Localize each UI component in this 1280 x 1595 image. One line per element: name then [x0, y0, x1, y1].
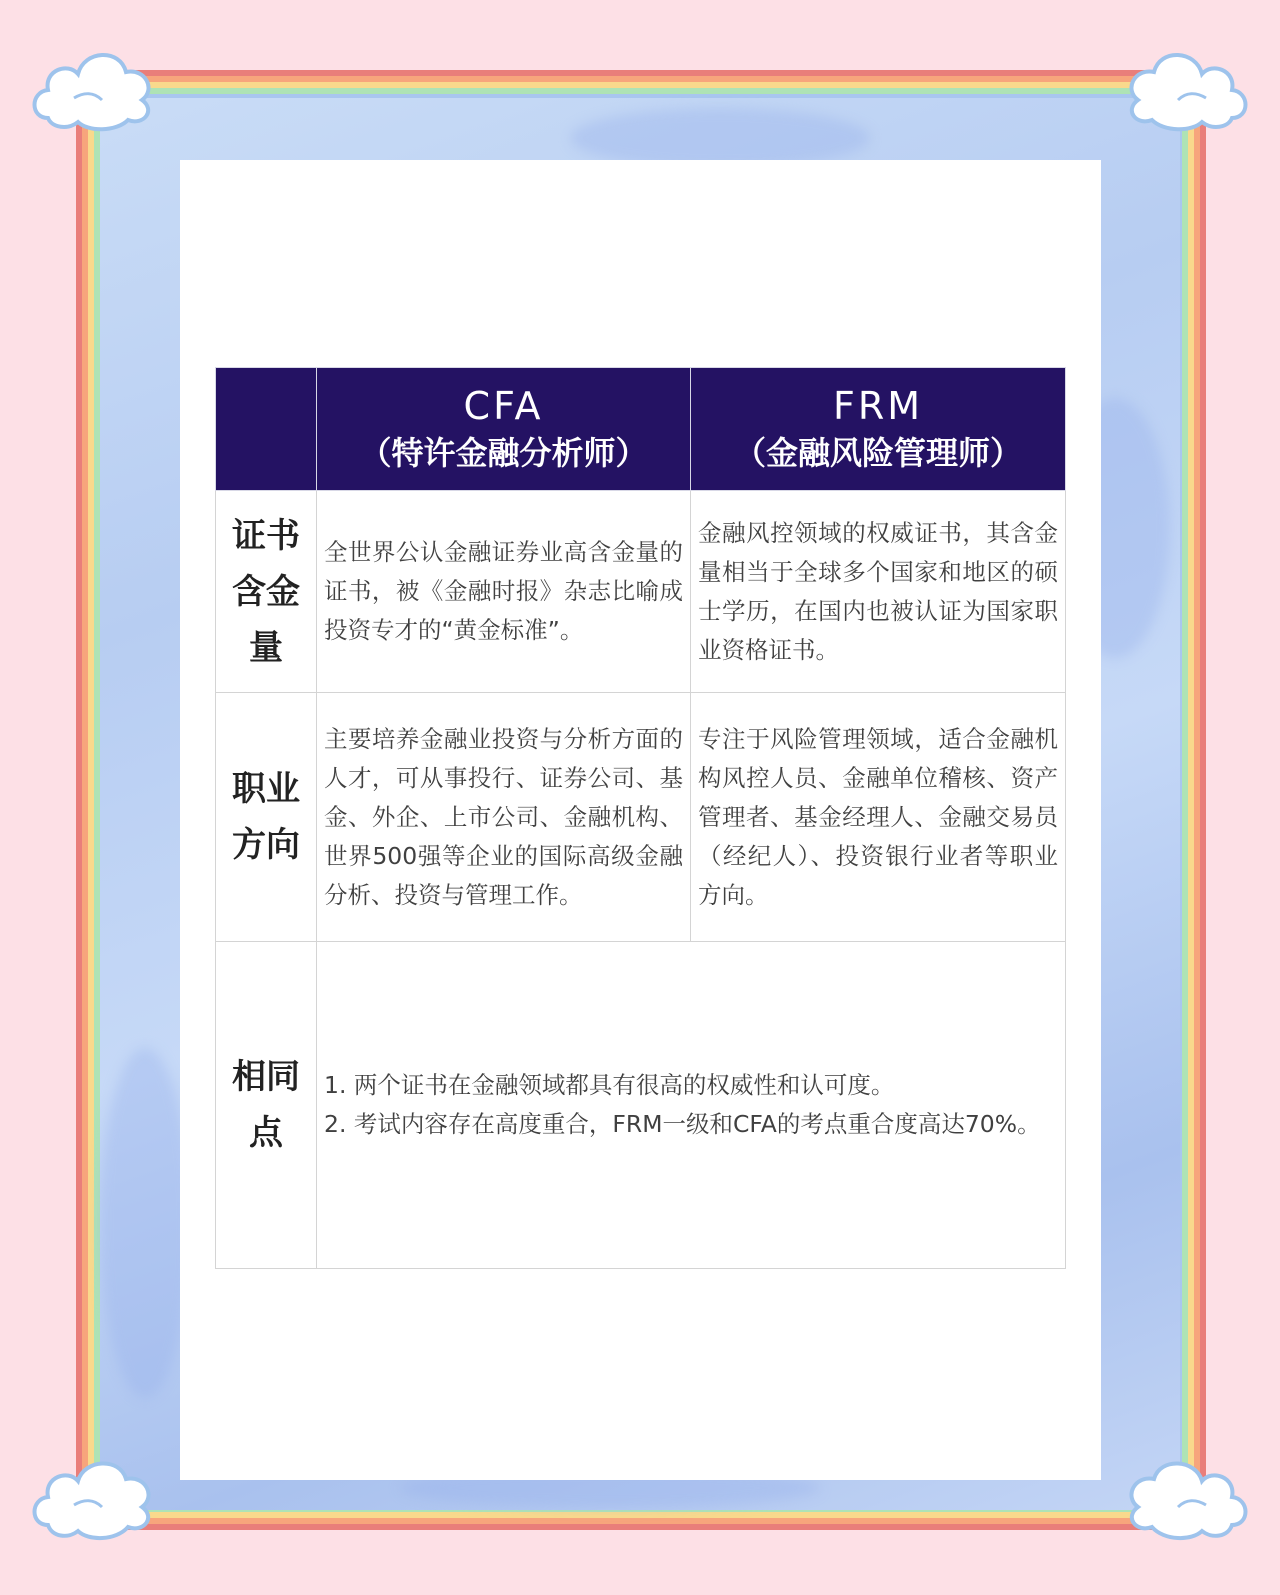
header-frm-name: FRM — [832, 384, 924, 428]
cell-cfa-value: 全世界公认金融证券业高含金量的证书，被《金融时报》杂志比喻成投资专才的“黄金标准”。 — [317, 491, 691, 693]
header-corner-cell — [216, 368, 317, 491]
row-label-common: 相同点 — [216, 942, 317, 1269]
header-cfa — [317, 368, 691, 491]
table-row — [216, 491, 1066, 693]
header-cfa-sub: （特许金融分析师） — [359, 434, 648, 472]
row-label-career: 职业方向 — [216, 693, 317, 942]
table-row — [216, 693, 1066, 942]
row-label-value: 证书含金量 — [216, 491, 317, 693]
cell-cfa-career: 主要培养金融业投资与分析方面的人才，可从事投行、证券公司、基金、外企、上市公司、金融机构、世界500强等企业的国际高级金融分析、投资与管理工作。 — [317, 693, 691, 942]
comparison-table — [215, 367, 1066, 1269]
cloud-icon — [28, 1455, 158, 1550]
cloud-icon — [1122, 1455, 1252, 1550]
cell-common-points — [317, 942, 1066, 1269]
cloud-icon — [1122, 40, 1252, 135]
cloud-icon — [28, 40, 158, 135]
table-row — [216, 942, 1066, 1269]
header-cfa-name: CFA — [463, 384, 544, 428]
header-frm-sub: （金融风险管理师） — [733, 434, 1022, 472]
cell-frm-value: 金融风控领域的权威证书，其含金量相当于全球多个国家和地区的硕士学历，在国内也被认证为国家职业资格证书。 — [691, 491, 1066, 693]
cell-frm-career: 专注于风险管理领域，适合金融机构风控人员、金融单位稽核、资产管理者、基金经理人、金融交易员（经纪人）、投资银行业者等职业方向。 — [691, 693, 1066, 942]
common-point-2: 2. 考试内容存在高度重合，FRM一级和CFA的考点重合度高达70%。 — [324, 1110, 1041, 1138]
table-header-row — [216, 368, 1066, 491]
common-point-1: 1. 两个证书在金融领域都具有很高的权威性和认可度。 — [324, 1071, 895, 1099]
header-frm — [691, 368, 1066, 491]
